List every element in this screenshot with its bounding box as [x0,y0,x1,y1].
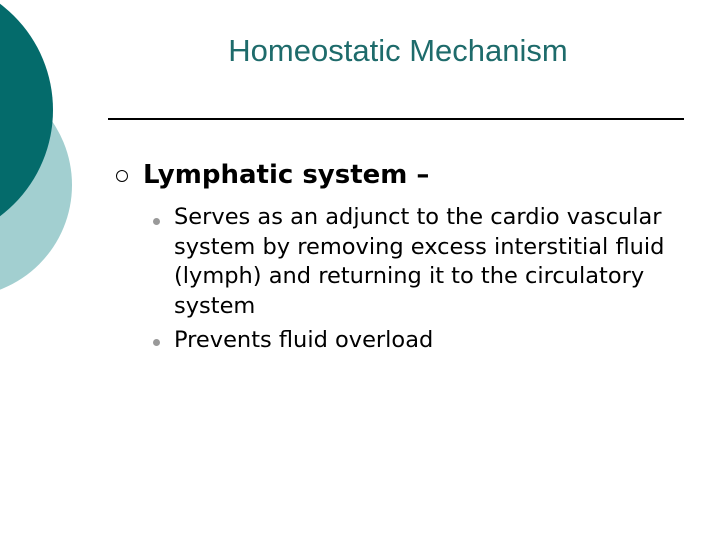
gray-dot-bullet-icon [153,218,160,225]
main-bullet-heading: Lymphatic system – [143,160,430,190]
gray-dot-bullet-icon [153,339,160,346]
title-divider [108,118,684,120]
decorative-circles [0,0,120,300]
sub-bullet-text: Serves as an adjunct to the cardio vascular system by removing excess interstitial fluid (lymph) and returning it to the circulatory system [174,204,665,319]
hollow-circle-bullet-icon [116,170,128,182]
slide-title: Homeostatic Mechanism [228,33,568,68]
sub-bullet-text: Prevents fluid overload [174,327,434,353]
